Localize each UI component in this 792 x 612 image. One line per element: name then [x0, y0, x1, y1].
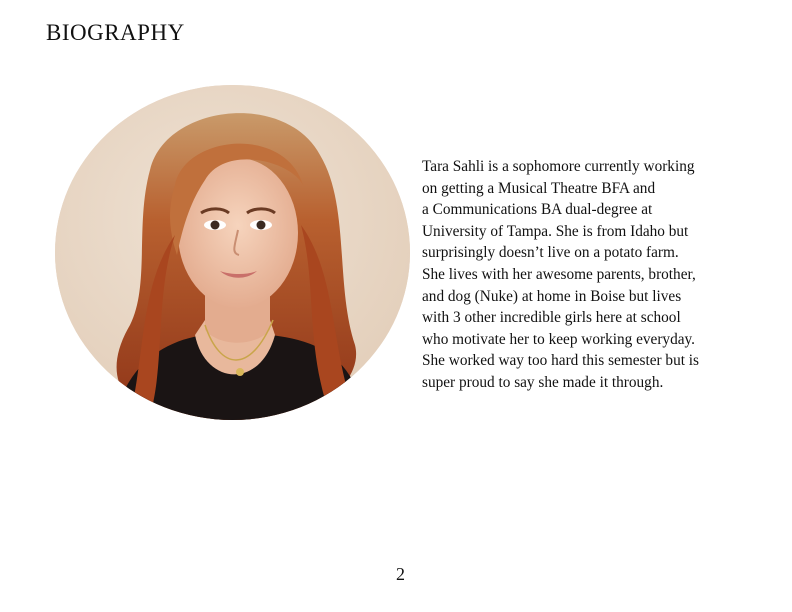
bio-line: a Communications BA dual-degree at	[422, 201, 653, 219]
bio-line: with 3 other incredible girls here at school	[422, 309, 681, 327]
page-number: 2	[396, 564, 405, 584]
bio-line: on getting a Musical Theatre BFA and	[422, 179, 656, 197]
bio-line: who motivate her to keep working everyday.	[422, 330, 695, 348]
bio-line: Tara Sahli is a sophomore currently working	[422, 158, 695, 175]
portrait-photo-icon	[55, 85, 410, 420]
bio-line: She worked way too hard this semester but is	[422, 352, 699, 370]
page-title: BIOGRAPHY	[46, 20, 185, 45]
bio-paragraph	[422, 156, 732, 394]
portrait-photo	[55, 85, 410, 420]
bio-line: and dog (Nuke) at home in Boise but lives	[422, 287, 682, 305]
bio-line: University of Tampa. She is from Idaho but	[422, 222, 689, 240]
bio-line: She lives with her awesome parents, brother,	[422, 265, 696, 283]
bio-line: super proud to say she made it through.	[422, 373, 664, 391]
bio-line: surprisingly doesn’t live on a potato farm.	[422, 244, 679, 262]
